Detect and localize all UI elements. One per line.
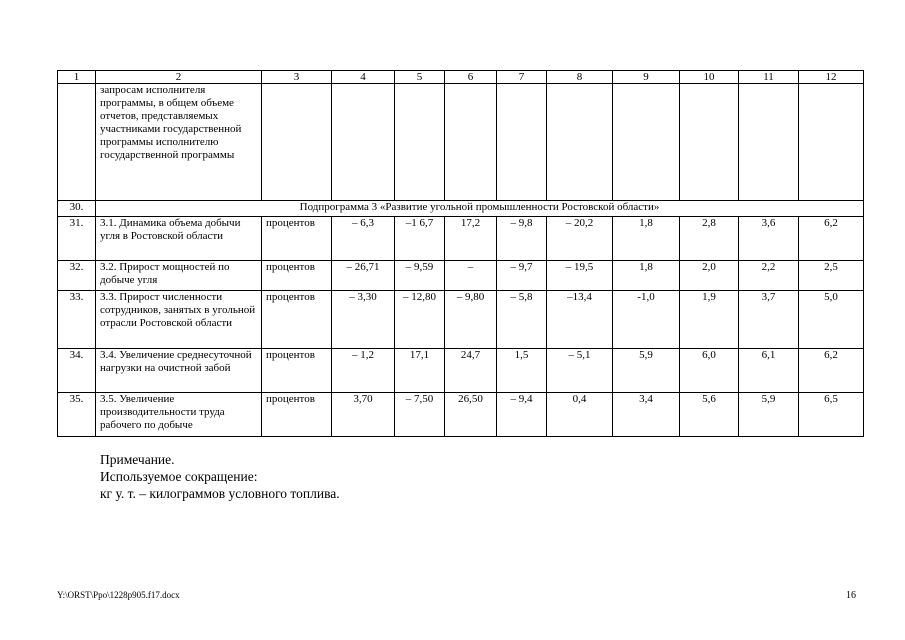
row-number: 32. — [58, 261, 96, 291]
table-cell — [547, 84, 613, 201]
value-cell: – 9,4 — [497, 393, 547, 437]
value-cell: 6,2 — [799, 349, 864, 393]
value-cell: 3,6 — [739, 217, 799, 261]
value-cell: 17,1 — [395, 349, 445, 393]
table-cell — [497, 84, 547, 201]
table-cell — [799, 84, 864, 201]
subprogram-title: Подпрограмма 3 «Развитие угольной промышленности Ростовской области» — [96, 201, 864, 217]
indicators-table — [57, 70, 864, 437]
value-cell: – — [445, 261, 497, 291]
value-cell: 5,0 — [799, 291, 864, 349]
table-row — [58, 261, 864, 291]
value-cell: 3,70 — [332, 393, 395, 437]
header-cell: 6 — [445, 71, 497, 84]
header-cell: 5 — [395, 71, 445, 84]
footer-file-path: Y:\ORST\Ppo\1228p905.f17.docx — [57, 590, 180, 600]
header-cell: 4 — [332, 71, 395, 84]
value-cell: 2,5 — [799, 261, 864, 291]
row-number: 33. — [58, 291, 96, 349]
value-cell: – 5,1 — [547, 349, 613, 393]
value-cell: 3,4 — [613, 393, 680, 437]
unit-cell: процентов — [262, 393, 332, 437]
value-cell: – 26,71 — [332, 261, 395, 291]
value-cell: – 5,8 — [497, 291, 547, 349]
indicator-name: 3.3. Прирост численности сотрудников, занятых в угольной отрасли Ростовской области — [96, 291, 262, 349]
header-cell: 3 — [262, 71, 332, 84]
row-number: 35. — [58, 393, 96, 437]
value-cell: 1,8 — [613, 217, 680, 261]
value-cell: 5,6 — [680, 393, 739, 437]
value-cell: -1,0 — [613, 291, 680, 349]
value-cell: 5,9 — [613, 349, 680, 393]
value-cell: – 7,50 — [395, 393, 445, 437]
table-cell — [680, 84, 739, 201]
value-cell: – 20,2 — [547, 217, 613, 261]
table-header-row — [58, 71, 864, 84]
continued-row — [58, 84, 864, 201]
table-row — [58, 291, 864, 349]
value-cell: – 3,30 — [332, 291, 395, 349]
indicator-name: 3.2. Прирост мощностей по добыче угля — [96, 261, 262, 291]
header-cell: 1 — [58, 71, 96, 84]
value-cell: – 9,59 — [395, 261, 445, 291]
header-cell: 8 — [547, 71, 613, 84]
value-cell: 6,5 — [799, 393, 864, 437]
value-cell: 2,0 — [680, 261, 739, 291]
table-cell — [58, 84, 96, 201]
indicator-name: 3.4. Увеличение среднесуточной нагрузки на очистной забой — [96, 349, 262, 393]
value-cell: – 9,8 — [497, 217, 547, 261]
value-cell: 2,8 — [680, 217, 739, 261]
unit-cell: процентов — [262, 291, 332, 349]
header-cell: 7 — [497, 71, 547, 84]
value-cell: –1 6,7 — [395, 217, 445, 261]
value-cell: – 9,80 — [445, 291, 497, 349]
value-cell: 1,9 — [680, 291, 739, 349]
indicator-name: 3.1. Динамика объема добычи угля в Ростовской области — [96, 217, 262, 261]
note-abbrev-text: кг у. т. – килограммов условного топлива. — [100, 486, 340, 501]
continued-row-text: запросам исполнителя программы, в общем объеме отчетов, представляемых участниками государственной программы исполнителю государственной программы — [96, 84, 262, 201]
value-cell: – 6,3 — [332, 217, 395, 261]
value-cell: 6,2 — [799, 217, 864, 261]
table-row — [58, 217, 864, 261]
indicator-name: 3.5. Увеличение производительности труда рабочего по добыче — [96, 393, 262, 437]
note-heading: Примечание. — [100, 452, 175, 467]
value-cell: 2,2 — [739, 261, 799, 291]
row-number: 34. — [58, 349, 96, 393]
row-number: 30. — [58, 201, 96, 217]
value-cell: 6,0 — [680, 349, 739, 393]
table-body — [58, 71, 864, 437]
header-cell: 10 — [680, 71, 739, 84]
value-cell: 24,7 — [445, 349, 497, 393]
value-cell: – 1,2 — [332, 349, 395, 393]
value-cell: – 12,80 — [395, 291, 445, 349]
note-abbrev-label: Используемое сокращение: — [100, 469, 258, 484]
footer-page-number: 16 — [846, 590, 856, 601]
header-cell: 12 — [799, 71, 864, 84]
value-cell: 0,4 — [547, 393, 613, 437]
table-cell — [445, 84, 497, 201]
table-cell — [739, 84, 799, 201]
table-cell — [395, 84, 445, 201]
value-cell: – 19,5 — [547, 261, 613, 291]
unit-cell: процентов — [262, 217, 332, 261]
table-cell — [613, 84, 680, 201]
value-cell: 1,5 — [497, 349, 547, 393]
value-cell: 17,2 — [445, 217, 497, 261]
value-cell: –13,4 — [547, 291, 613, 349]
value-cell: 1,8 — [613, 261, 680, 291]
notes-block — [100, 451, 340, 502]
row-number: 31. — [58, 217, 96, 261]
value-cell: 5,9 — [739, 393, 799, 437]
table-cell — [332, 84, 395, 201]
header-cell: 2 — [96, 71, 262, 84]
subprogram-row — [58, 201, 864, 217]
unit-cell: процентов — [262, 349, 332, 393]
unit-cell: процентов — [262, 261, 332, 291]
value-cell: 3,7 — [739, 291, 799, 349]
value-cell: 26,50 — [445, 393, 497, 437]
table-cell — [262, 84, 332, 201]
header-cell: 9 — [613, 71, 680, 84]
table-row — [58, 349, 864, 393]
value-cell: – 9,7 — [497, 261, 547, 291]
table-row — [58, 393, 864, 437]
value-cell: 6,1 — [739, 349, 799, 393]
header-cell: 11 — [739, 71, 799, 84]
